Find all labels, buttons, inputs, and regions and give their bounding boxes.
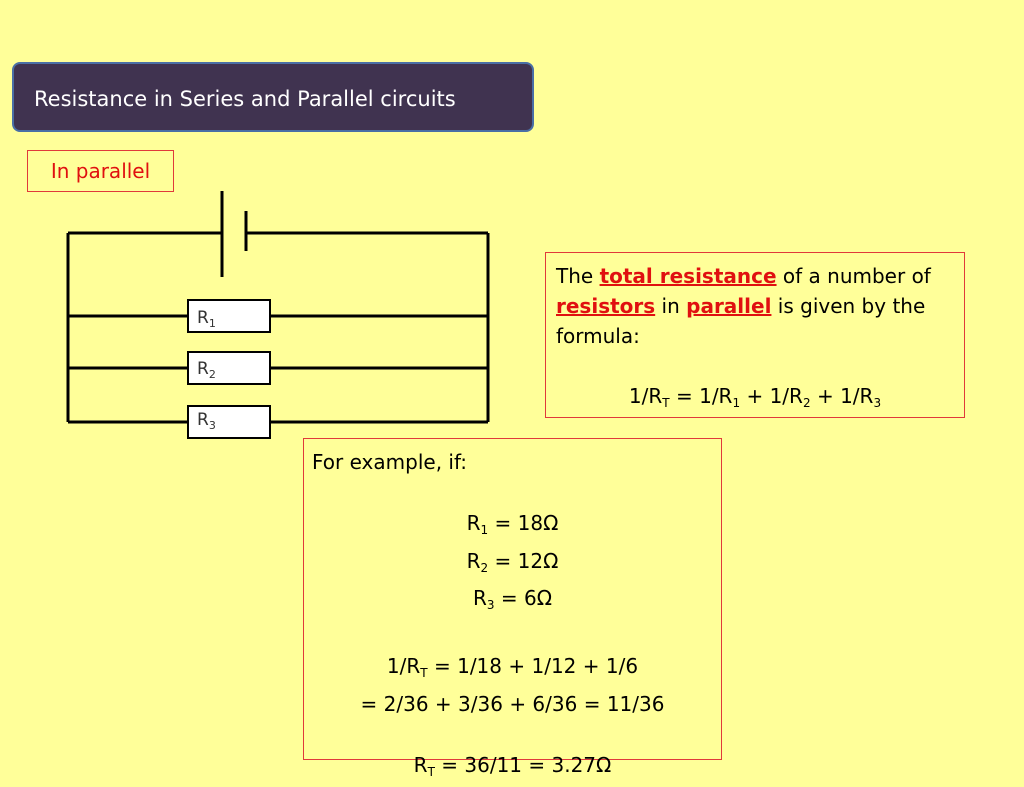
slide-title: Resistance in Series and Parallel circuits bbox=[12, 62, 534, 132]
example-intro: For example, if: bbox=[312, 447, 713, 478]
highlight-resistors: resistors bbox=[556, 294, 655, 318]
resistor-1-label: $R_1$ bbox=[197, 308, 216, 330]
example-calc-2: = 2/36 + 3/36 + 6/36 = 11/36 bbox=[312, 689, 713, 720]
highlight-parallel: parallel bbox=[686, 294, 771, 318]
resistor-3-label: $R_3$ bbox=[197, 410, 216, 432]
formula-description: The total resistance of a number of resistors in parallel is given by the formula: bbox=[556, 261, 954, 351]
example-r3: $R_3 = 6\Omega$ bbox=[312, 583, 713, 621]
example-result: $R_T = 36/11 = 3.27\Omega$ bbox=[312, 750, 713, 787]
example-box bbox=[303, 438, 722, 760]
example-calc-1: $1/R_T = 1/18 + 1/12 + 1/6$ bbox=[312, 651, 713, 689]
highlight-total-resistance: total resistance bbox=[600, 264, 777, 288]
section-label: In parallel bbox=[27, 150, 174, 192]
formula-box bbox=[545, 252, 965, 418]
example-r1: $R_1 = 18\Omega$ bbox=[312, 508, 713, 546]
resistor-2-label: $R_2$ bbox=[197, 359, 216, 381]
parallel-formula: $1/R_T = 1/R_1 + 1/R_2 + 1/R_3$ bbox=[556, 381, 954, 418]
example-r2: $R_2 = 12\Omega$ bbox=[312, 546, 713, 584]
